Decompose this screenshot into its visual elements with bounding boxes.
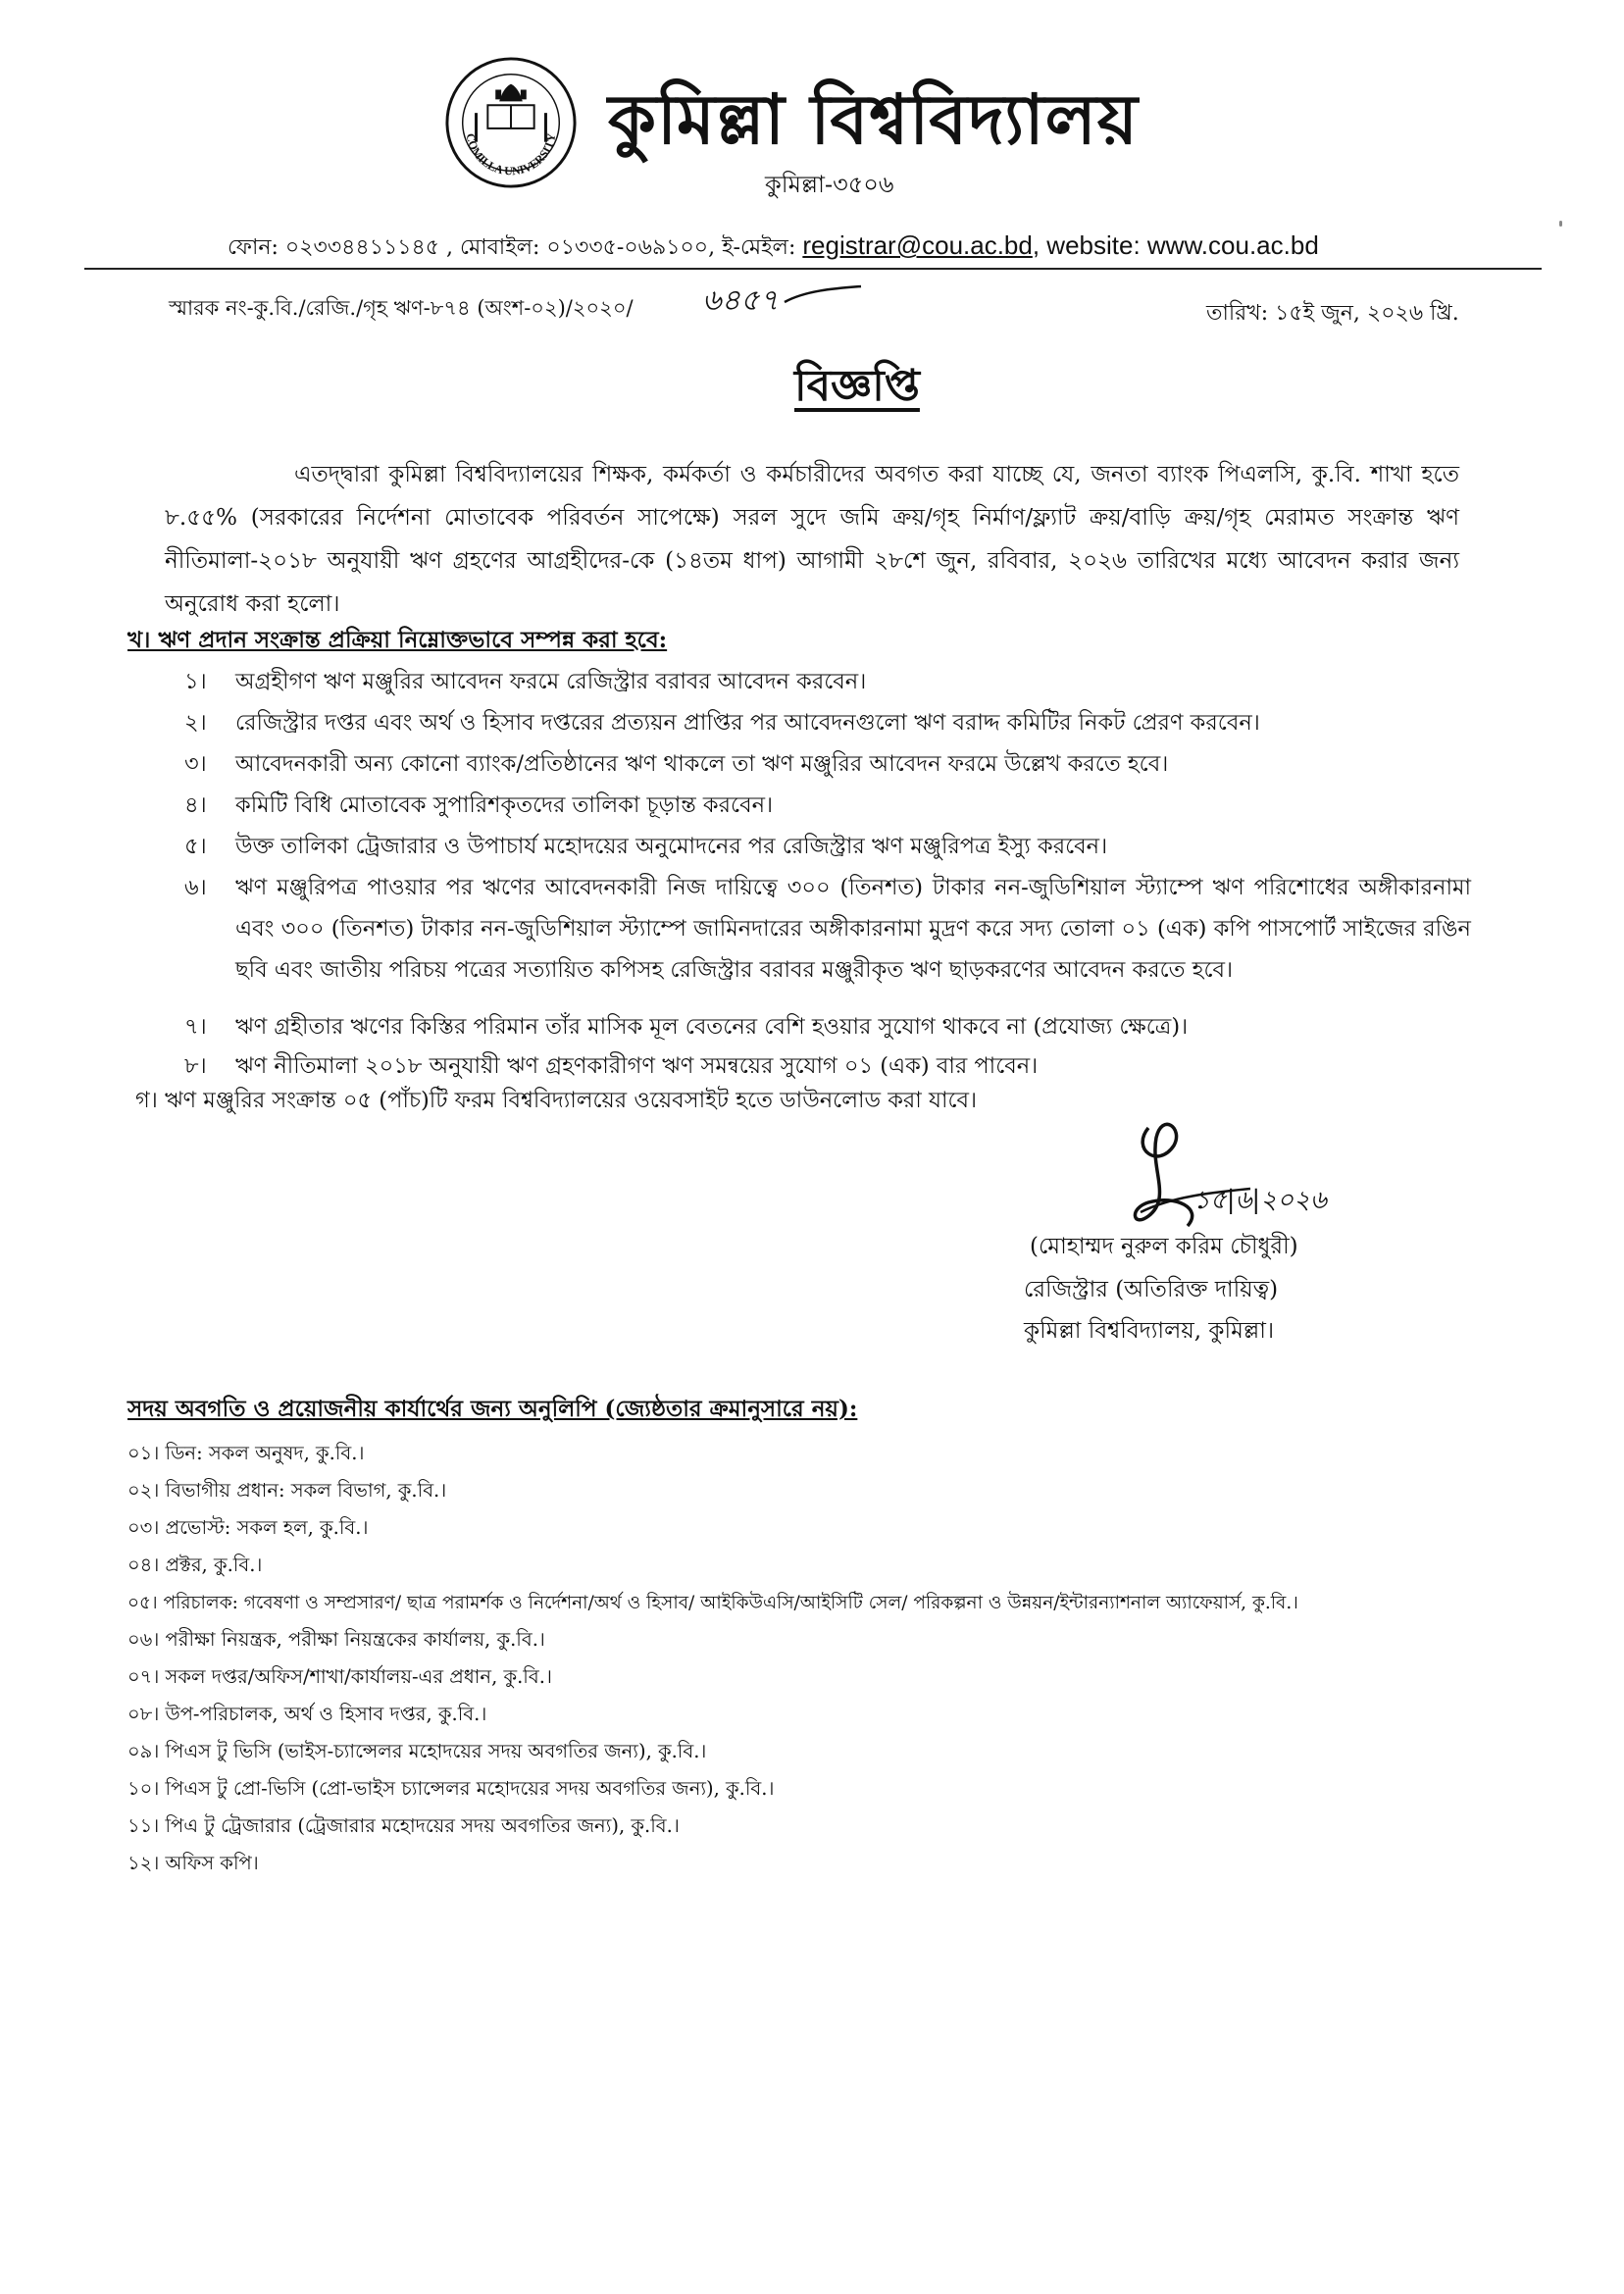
scan-speck: [1559, 221, 1562, 227]
item-number: ২।: [184, 710, 207, 736]
notice-title: বিজ্ঞপ্তি: [794, 361, 920, 411]
copy-item: ০৩। প্রভোস্ট: সকল হল, কু.বি.।: [127, 1516, 369, 1539]
section-ga-text: গ। ঋণ মঞ্জুরির সংক্রান্ত ০৫ (পাঁচ)টি ফরম বিশ্ববিদ্যালয়ের ওয়েবসাইট হতে ডাউনলোড করা যাবে।: [135, 1088, 978, 1113]
item-text: কমিটি বিধি মোতাবেক সুপারিশকৃতদের তালিকা চূড়ান্ত করবেন।: [235, 792, 774, 818]
item-text: আবেদনকারী অন্য কোনো ব্যাংক/প্রতিষ্ঠানের ঋণ থাকলে তা ঋণ মঞ্জুরির আবেদন ফরমে উল্লেখ করতে হবে।: [235, 751, 1169, 777]
item-number: ৩।: [184, 751, 207, 777]
contact-line: [228, 230, 1319, 267]
item-number: ৮।: [184, 1053, 207, 1079]
item-number: ৬।: [184, 875, 207, 900]
handwritten-memo-text: ৬৪৫৭: [702, 283, 779, 318]
copy-item: ১১। পিএ টু ট্রেজারার (ট্রেজারার মহোদয়ের সদয় অবগতির জন্য), কু.বি.।: [127, 1814, 680, 1837]
section-kha-heading: খ। ঋণ প্রদান সংক্রান্ত প্রক্রিয়া নিম্নোক্তভাবে সম্পন্ন করা হবে:: [127, 627, 668, 653]
list-item: [184, 1006, 1530, 1047]
email-link[interactable]: registrar@cou.ac.bd: [802, 230, 1033, 260]
copy-item: ০২। বিভাগীয় প্রধান: সকল বিভাগ, কু.বি.।: [127, 1479, 447, 1502]
list-item: [184, 702, 1530, 743]
copy-item: ১২। অফিস কপি।: [127, 1852, 259, 1874]
copy-item: ০৯। পিএস টু ভিসি (ভাইস-চ্যান্সেলর মহোদয়ের সদয় অবগতির জন্য), কু.বি.।: [127, 1740, 707, 1762]
signatory-org: কুমিল্লা বিশ্ববিদ্যালয়, কুমিল্লা।: [1024, 1318, 1275, 1344]
list-item: [184, 1045, 1510, 1087]
item-text: রেজিস্ট্রার দপ্তর এবং অর্থ ও হিসাব দপ্তরের প্রত্যয়ন প্রাপ্তির পর আবেদনগুলো ঋণ বরাদ্দ কমিটির নিকট প্রেরণ করবেন।: [235, 710, 1260, 736]
copy-item: ০৫। পরিচালক: গবেষণা ও সম্প্রসারণ/ ছাত্র পরামর্শক ও নির্দেশনা/অর্থ ও হিসাব/ আইকিউএসি/আইসিটি সেল/ পরিকল্পনা ও উন্নয়ন/ইন্টারন্যাশনাল অ্যাফেয়ার্স, কু.বি.।: [127, 1593, 1298, 1613]
copy-item: ১০। পিএস টু প্রো-ভিসি (প্রো-ভাইস চ্যান্সেলর মহোদয়ের সদয় অবগতির জন্য), কু.বি.।: [127, 1777, 775, 1800]
copy-item: ০৬। পরীক্ষা নিয়ন্ত্রক, পরীক্ষা নিয়ন্ত্রকের কার্যালয়, কু.বি.।: [127, 1628, 545, 1651]
website-text: , website: www.cou.ac.bd: [1032, 230, 1319, 260]
copies-heading: সদয় অবগতি ও প্রয়োজনীয় কার্যার্থের জন্য অনুলিপি (জ্যেষ্ঠতার ক্রমানুসারে নয়):: [127, 1396, 858, 1422]
item-number: ৪।: [184, 792, 207, 818]
item-number: ৫।: [184, 834, 207, 859]
issue-date: তারিখ: ১৫ই জুন, ২০২৬ খ্রি.: [1206, 301, 1459, 326]
university-seal-logo: [443, 55, 579, 190]
svg-text:COMILLA UNIVERSITY: [464, 131, 559, 178]
list-item: [184, 661, 1510, 702]
list-item: [184, 826, 1510, 867]
seal-text: COMILLA UNIVERSITY: [463, 131, 559, 178]
item-text: ঋণ গ্রহীতার ঋণের কিস্তির পরিমান তাঁর মাসিক মূল বেতনের বেশি হওয়ার সুযোগ থাকবে না (প্রযোজ্য ক্ষেত্রে)।: [235, 1014, 1189, 1040]
copy-item: ০১। ডিন: সকল অনুষদ, কু.বি.।: [127, 1442, 365, 1464]
item-number: ১।: [184, 669, 207, 694]
copy-item: ০৮। উপ-পরিচালক, অর্থ ও হিসাব দপ্তর, কু.বি.।: [127, 1703, 487, 1725]
handwritten-signature: [1103, 1098, 1397, 1246]
memo-number: স্মারক নং-কু.বি./রেজি./গৃহ ঋণ-৮৭৪ (অংশ-০২)/২০২০/: [169, 296, 634, 320]
item-text: ঋণ নীতিমালা ২০১৮ অনুযায়ী ঋণ গ্রহণকারীগণ ঋণ সমন্বয়ের সুযোগ ০১ (এক) বার পাবেন।: [235, 1053, 1039, 1079]
handwritten-memo-number: [698, 280, 865, 322]
signatory-post: রেজিস্ট্রার (অতিরিক্ত দায়িত্ব): [1024, 1277, 1279, 1302]
phone-text: ফোন: ০২৩৩৪৪১১১৪৫ , মোবাইল: ০১৩৩৫-০৬৯১০০, ই-মেইল:: [228, 235, 803, 260]
list-item: [184, 743, 1510, 785]
copy-item: ০৪। প্রক্টর, কু.বি.।: [127, 1554, 263, 1576]
intro-paragraph: এতদ্দ্বারা কুমিল্লা বিশ্ববিদ্যালয়ের শিক্ষক, কর্মকর্তা ও কর্মচারীদের অবগত করা যাচ্ছে যে, জনতা ব্যাংক পিএলসি, কু.বি. শাখা হতে ৮.৫৫% (সরকারের নির্দেশনা মোতাবেক পরিবর্তন সাপেক্ষে) সরল সুদে জমি ক্রয়/গৃহ নির্মাণ/ফ্ল্যাট ক্রয়/বাড়ি ক্রয়/গৃহ মেরামত সংক্রান্ত ঋণ নীতিমালা-২০১৮ অনুযায়ী ঋণ গ্রহণের আগ্রহীদের-কে (১৪তম ধাপ) আগামী ২৮শে জুন, রবিবার, ২০২৬ তারিখের মধ্যে আবেদন করার জন্য অনুরোধ করা হলো।: [165, 462, 1459, 617]
item-text: অগ্রহীগণ ঋণ মঞ্জুরির আবেদন ফরমে রেজিস্ট্রার বরাবর আবেদন করবেন।: [235, 669, 867, 694]
list-item: [184, 867, 1471, 991]
item-number: ৭।: [184, 1014, 207, 1040]
university-name: কুমিল্লা বিশ্ববিদ্যালয়: [608, 78, 1140, 160]
signatory-name: (মোহাম্মদ নুরুল করিম চৌধুরী): [1030, 1234, 1298, 1259]
university-city: কুমিল্লা-৩৫০৬: [765, 171, 894, 198]
header-divider: [84, 268, 1542, 270]
signature-date: ১৫|৬|২০২৬: [1193, 1186, 1327, 1215]
item-text: ঋণ মঞ্জুরিপত্র পাওয়ার পর ঋণের আবেদনকারী নিজ দায়িত্বে ৩০০ (তিনশত) টাকার নন-জুডিশিয়াল স্ট্যাম্পে ঋণ পরিশোধের অঙ্গীকারনামা এবং ৩০০ (তিনশত) টাকার নন-জুডিশিয়াল স্ট্যাম্পে জামিনদারের অঙ্গীকারনামা মুদ্রণ করে সদ্য তোলা ০১ (এক) কপি পাসপোর্ট সাইজের রঙিন ছবি এবং জাতীয় পরিচয় পত্রের সত্যায়িত কপিসহ রেজিস্ট্রার বরাবর মঞ্জুরীকৃত ঋণ ছাড়করণের আবেদন করতে হবে।: [235, 875, 1471, 983]
list-item: [184, 785, 1510, 826]
item-text: উক্ত তালিকা ট্রেজারার ও উপাচার্য মহোদয়ের অনুমোদনের পর রেজিস্ট্রার ঋণ মঞ্জুরিপত্র ইস্যু করবেন।: [235, 834, 1108, 859]
copy-item: ০৭। সকল দপ্তর/অফিস/শাখা/কার্যালয়-এর প্রধান, কু.বি.।: [127, 1665, 552, 1688]
